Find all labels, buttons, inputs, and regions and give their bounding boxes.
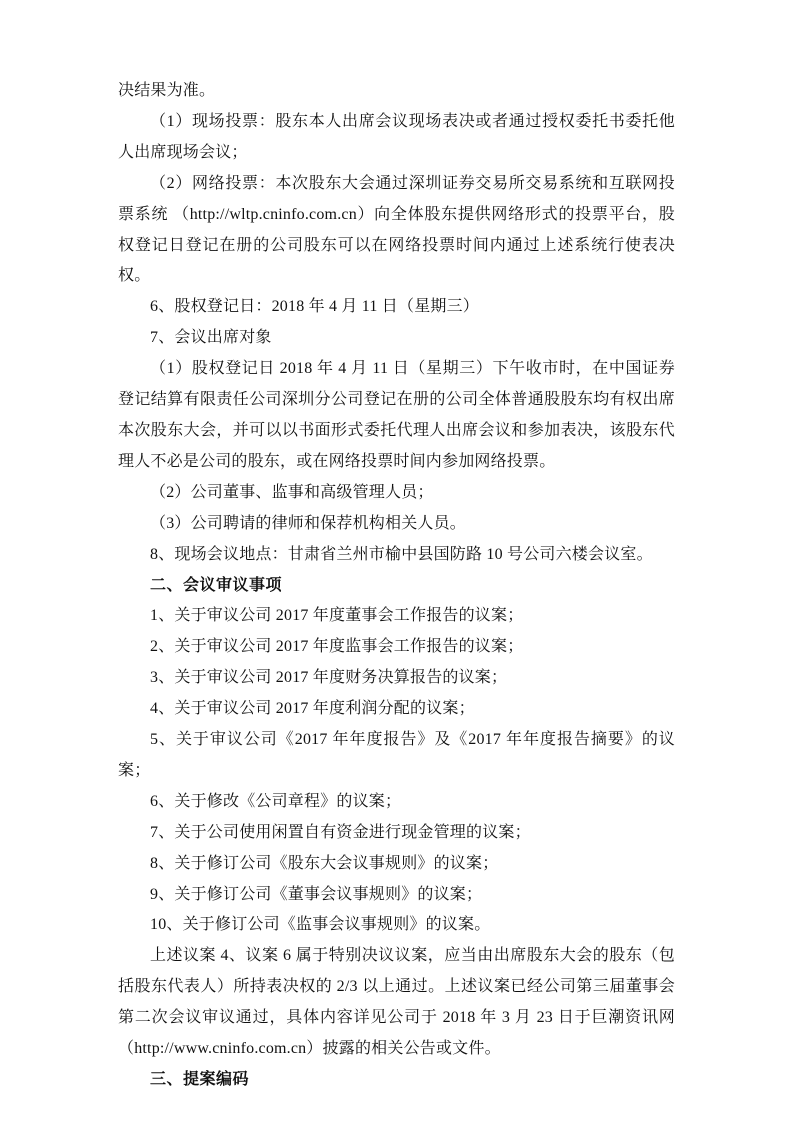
section-heading: 二、会议审议事项 <box>150 576 283 594</box>
paragraph: 8、现场会议地点：甘肃省兰州市榆中县国防路 10 号公司六楼会议室。 <box>150 545 653 563</box>
paragraph: 上述议案 4、议案 6 属于特别决议议案，应当由出席股东大会的股东（包括股东代表人）所持表决权的 2/3 以上通过。上述议案已经公司第三届董事会第二次会议审议通过，具体内容详见公司于 2018 年 3 月 23 日于巨潮资讯网（http://www.cninfo.com.cn）披露的相关公告或文件。 <box>118 947 675 1058</box>
paragraph: 7、会议出席对象 <box>150 329 272 347</box>
paragraph: 7、关于公司使用闲置自有资金进行现金管理的议案； <box>150 823 531 841</box>
paragraph: （1）现场投票：股东本人出席会议现场表决或者通过授权委托书委托他人出席现场会议； <box>118 112 675 161</box>
paragraph: 3、关于审议公司 2017 年度财务决算报告的议案； <box>150 669 508 687</box>
paragraph: （1）股权登记日 2018 年 4 月 11 日（星期三）下午收市时，在中国证券登记结算有限责任公司深圳分公司登记在册的公司全体普通股股东均有权出席本次股东大会，并可以以书面形式委托代理人出席会议和参加表决，该股东代理人不必是公司的股东，或在网络投票时间内参加网络投票。 <box>118 360 675 470</box>
paragraph: 2、关于审议公司 2017 年度监事会工作报告的议案； <box>150 638 524 656</box>
paragraph: 10、关于修订公司《监事会议事规则》的议案。 <box>150 916 491 934</box>
paragraph: 8、关于修订公司《股东大会议事规则》的议案； <box>150 854 499 872</box>
paragraph: 6、股权登记日：2018 年 4 月 11 日（星期三） <box>150 298 480 316</box>
paragraph: 1、关于审议公司 2017 年度董事会工作报告的议案； <box>150 607 524 625</box>
section-heading: 三、提案编码 <box>150 1071 250 1088</box>
paragraph: 4、关于审议公司 2017 年度利润分配的议案； <box>150 700 475 718</box>
paragraph: 决结果为准。 <box>118 82 216 99</box>
paragraph: （3）公司聘请的律师和保荐机构相关人员。 <box>150 514 467 532</box>
paragraph: （2）公司董事、监事和高级管理人员； <box>150 483 434 501</box>
paragraph: 5、关于审议公司《2017 年年度报告》及《2017 年年度报告摘要》的议案； <box>118 731 675 779</box>
paragraph: 9、关于修订公司《董事会议事规则》的议案； <box>150 885 483 903</box>
paragraph: 6、关于修改《公司章程》的议案； <box>150 792 402 810</box>
paragraph: （2）网络投票：本次股东大会通过深圳证券交易所交易系统和互联网投票系统 （http://wltp.cninfo.com.cn）向全体股东提供网络形式的投票平台，股权登记日登记在册的公司股东可以在网络投票时间内通过上述系统行使表决权。 <box>118 174 675 285</box>
